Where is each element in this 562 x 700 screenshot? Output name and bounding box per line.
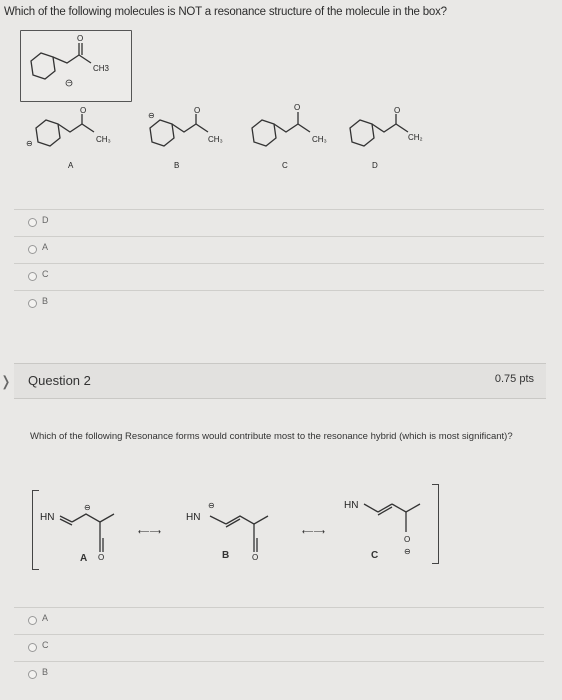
structure-d-label: D bbox=[372, 161, 378, 170]
boxed-molecule bbox=[20, 30, 132, 102]
radio-button[interactable] bbox=[28, 616, 37, 625]
q2-label-c: C bbox=[371, 550, 379, 561]
svg-text:CH₂: CH₂ bbox=[408, 133, 423, 142]
radio-button[interactable] bbox=[28, 245, 37, 254]
svg-text:⟵⟶: ⟵⟶ bbox=[302, 527, 325, 536]
structure-c bbox=[252, 103, 327, 170]
structure-b-hn: HN bbox=[186, 512, 201, 523]
svg-text:O: O bbox=[194, 106, 201, 115]
svg-text:CH₃: CH₃ bbox=[96, 135, 111, 144]
radio-button[interactable] bbox=[28, 670, 37, 679]
q2-structures-drawing bbox=[30, 492, 450, 582]
question-2-header bbox=[14, 363, 546, 399]
question-1-text: Which of the following molecules is NOT a resonance structure of the molecule in the box? bbox=[4, 6, 447, 18]
svg-text:O: O bbox=[77, 34, 84, 43]
radio-button[interactable] bbox=[28, 643, 37, 652]
svg-text:⊖: ⊖ bbox=[84, 503, 91, 512]
question-2-points: 0.75 pts bbox=[494, 373, 534, 385]
boxed-ch3: CH3 bbox=[93, 64, 110, 73]
q2-option-b[interactable]: B bbox=[14, 661, 544, 689]
res-structure-c bbox=[364, 504, 420, 556]
svg-text:⊖: ⊖ bbox=[404, 547, 411, 556]
svg-text:O: O bbox=[404, 535, 411, 544]
structure-a-label: A bbox=[68, 161, 74, 170]
structure-b-label: B bbox=[174, 161, 180, 170]
q1-option-c[interactable]: C bbox=[14, 263, 544, 291]
radio-button[interactable] bbox=[28, 299, 37, 308]
structure-c-hn: HN bbox=[344, 500, 359, 511]
svg-text:⟵⟶: ⟵⟶ bbox=[138, 527, 161, 536]
res-structure-b bbox=[208, 501, 268, 562]
structure-a-hn: HN bbox=[40, 512, 55, 523]
svg-text:CH₃: CH₃ bbox=[208, 135, 223, 144]
radio-button[interactable] bbox=[28, 218, 37, 227]
q1-option-b[interactable]: B bbox=[14, 290, 544, 318]
svg-text:CH₃: CH₃ bbox=[312, 135, 327, 144]
svg-text:O: O bbox=[394, 106, 401, 115]
structure-b bbox=[148, 106, 223, 170]
radio-button[interactable] bbox=[28, 272, 37, 281]
q1-option-d[interactable]: D bbox=[14, 209, 544, 237]
q2-label-b: B bbox=[222, 550, 230, 561]
question-2-text: Which of the following Resonance forms would contribute most to the resonance hybrid (which is most significant)? bbox=[30, 431, 513, 442]
question-2-title: Question 2 bbox=[28, 373, 91, 388]
svg-text:⊖: ⊖ bbox=[148, 111, 155, 120]
q1-option-a[interactable]: A bbox=[14, 236, 544, 264]
svg-text:O: O bbox=[294, 103, 301, 112]
q2-option-c[interactable]: C bbox=[14, 634, 544, 662]
structure-c-label: C bbox=[282, 161, 288, 170]
svg-text:⊖: ⊖ bbox=[208, 501, 215, 510]
q2-option-a[interactable]: A bbox=[14, 607, 544, 635]
boxed-molecule-drawing bbox=[21, 31, 131, 101]
svg-text:−: − bbox=[67, 78, 72, 87]
svg-text:O: O bbox=[80, 106, 87, 115]
svg-text:O: O bbox=[98, 553, 105, 562]
svg-text:O: O bbox=[252, 553, 259, 562]
svg-text:⊖: ⊖ bbox=[26, 139, 33, 148]
q1-choice-structures bbox=[12, 103, 546, 180]
structure-d bbox=[350, 106, 423, 170]
structure-a bbox=[26, 106, 111, 170]
collapse-arrow-icon[interactable]: ❭ bbox=[0, 373, 12, 389]
q2-label-a: A bbox=[80, 553, 88, 564]
